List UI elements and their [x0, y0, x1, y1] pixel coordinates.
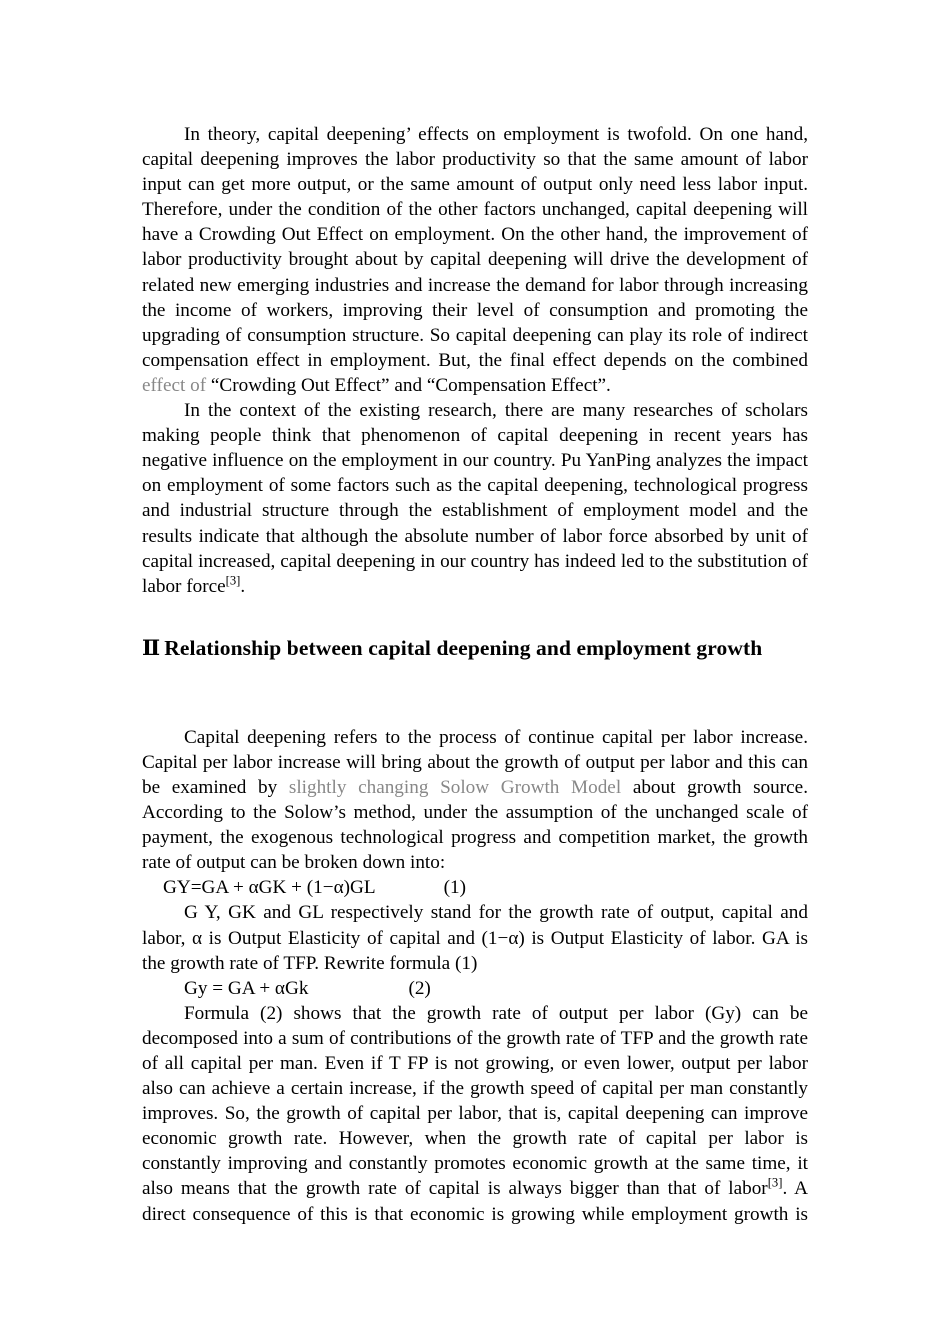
paragraph-2-text-part-1: In the context of the existing research, there are many researches of scholars making people think that phenomenon of capital deepening in recent years has negative influence on the employment in our country. Pu YanPing analyzes the impact on employment of some factors such as the capital deepening, technological progress and industrial structure through the establishment of employment model and the results indicate that although the absolute number of labor force absorbed by unit of capital increased, capital deepening in our country has indeed led to the substitution of labor force: [142, 400, 808, 597]
paragraph-5-text-part-1: Formula (2) shows that the growth rate of output per labor (Gy) can be decomposed into a sum of contributions of the growth rate of TFP and the growth rate of all capital per man. Even if T FP is not growing, or even lower, output per labor also can achieve a certain increase, if the growth speed of capital per man constantly improves. So, the growth of capital per labor, that is, capital deepening can improve economic growth rate. However, when the growth rate of capital per labor is constantly improving and constantly promotes economic growth at the same time, it also means that the growth rate of capital is always bigger than that of labor: [142, 1002, 808, 1200]
section-numeral: Ⅱ: [142, 635, 161, 660]
paragraph-4: [142, 900, 808, 975]
paragraph-1: [142, 122, 808, 398]
paragraph-5: [142, 1001, 808, 1227]
paragraph-3-gray-span: slightly changing Solow Growth Model: [288, 776, 622, 798]
paragraph-3-text-part-2: about growth source. According to the Solow’s method, under the assumption of the unchanged scale of payment, the exogenous technological progress and competition market, the growth rate of output can be broken down into:: [142, 776, 808, 874]
heading-spacer: [142, 663, 808, 725]
paragraph-3-text-part-1: Capital deepening refers to the process of continue capital per labor increase. Capital per labor increase will bring about the growth of output per labor and this can be examined by: [142, 726, 808, 798]
formula-2-expression: Gy = GA + αGk: [184, 977, 309, 999]
page-heading: [142, 633, 808, 663]
citation-reference-3a: [3]: [225, 573, 241, 588]
formula-2-number: (2): [408, 977, 431, 999]
paragraph-2: [142, 398, 808, 599]
paragraph-4-text: G Y, GK and GL respectively stand for the growth rate of output, capital and labor, α is Output Elasticity of capital and (1−α) is Output Elasticity of labor. GA is the growth rate of TFP. Rewrite formula (1): [142, 902, 808, 974]
formula-1-expression: GY=GA + αGK + (1−α)GL: [163, 877, 376, 899]
paragraph-1-text-part-1: In theory, capital deepening’ effects on employment is twofold. On one hand, capital deepening improves the labor productivity so that the same amount of labor input can get more output, or the same amount of output only need less labor input. Therefore, under the condition of the other factors unchanged, capital deepening will have a Crowding Out Effect on employment. On the other hand, the improvement of labor productivity brought about by capital deepening will drive the development of related new emerging industries and increase the demand for labor through increasing the income of workers, improving their level of consumption and promoting the upgrading of consumption structure. So capital deepening can play its role of indirect compensation effect in employment. But, the final effect depends on the combined: [142, 124, 808, 371]
page-content: [142, 122, 808, 1227]
paragraph-2-text-part-2: .: [240, 575, 246, 597]
paragraph-1-text-part-2: “Crowding Out Effect” and “Compensation Effect”.: [206, 374, 611, 396]
section-heading-text: Relationship between capital deepening and employment growth: [164, 635, 763, 660]
formula-2-line: [142, 976, 808, 1001]
formula-1-line: [142, 875, 808, 900]
citation-reference-3b: [3]: [767, 1176, 783, 1191]
paragraph-3: [142, 725, 808, 876]
paragraph-5-text-part-2: . A direct consequence of this is that economic is growing while employment growth is: [142, 1178, 808, 1225]
formula-1-number: (1): [443, 877, 466, 899]
paragraph-1-gray-span: effect of: [142, 374, 207, 396]
section-heading-block: [142, 599, 808, 663]
